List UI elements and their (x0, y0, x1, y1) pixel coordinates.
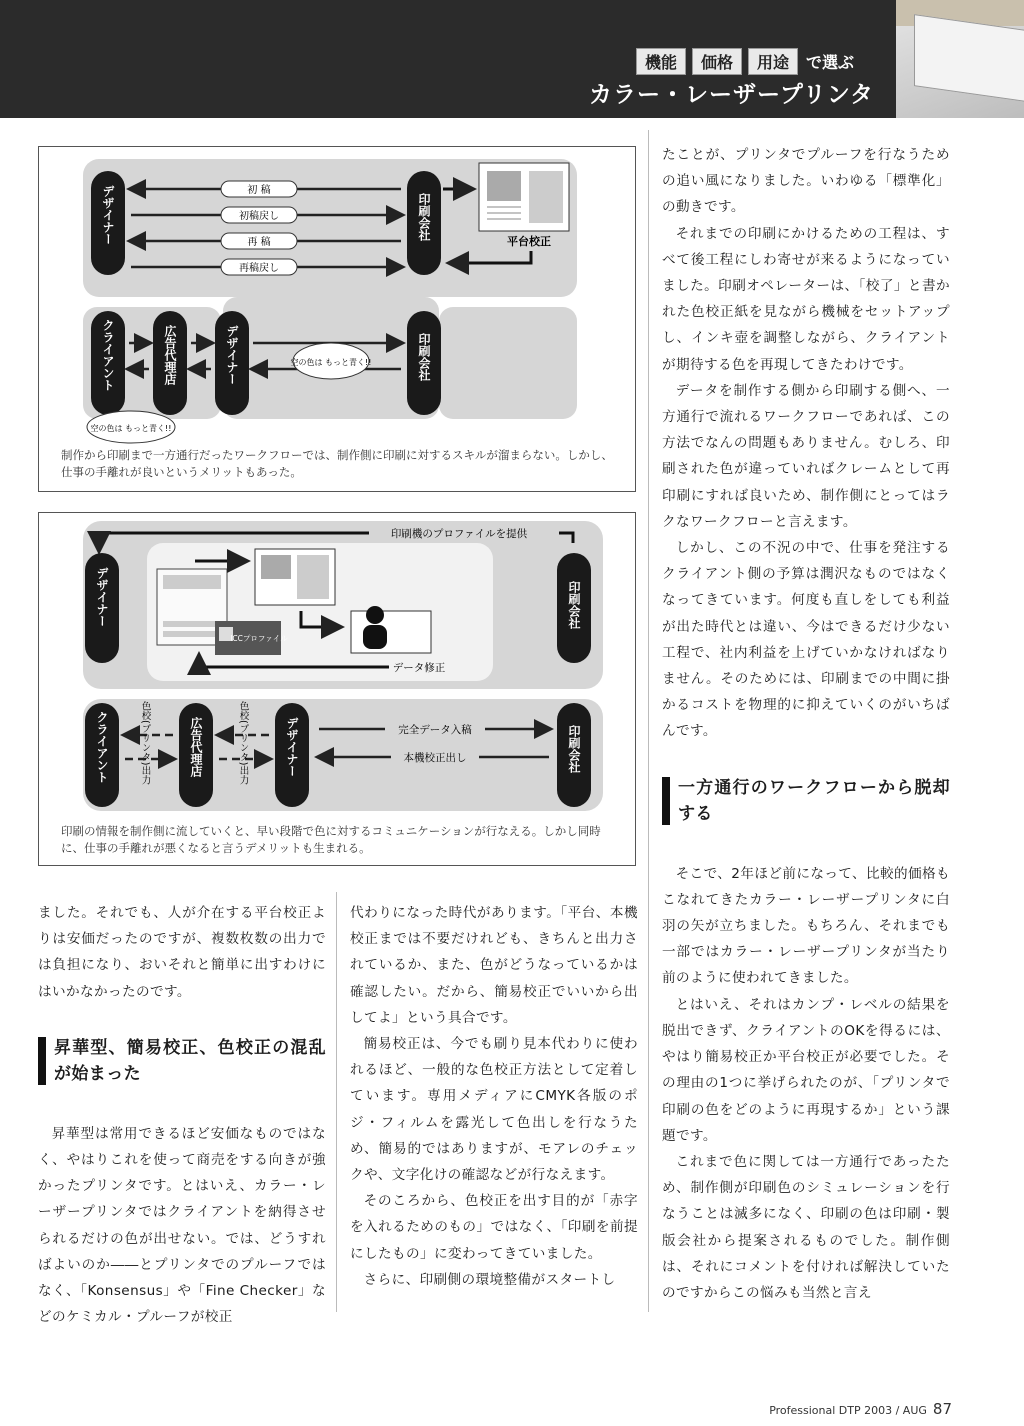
proof-out-right: 色校(プリンタ)出力 (237, 701, 249, 785)
designer-label: デザイナー (101, 185, 115, 245)
bubble-designer-text: 空の色は もっと青く!! (290, 358, 372, 367)
body-column-left (38, 900, 326, 1330)
paragraph: 昇華型は常用できるほど安価なものではなく、やはりこれを使って商売をする向きが強かったプリンタです。とはいえ、カラー・レーザープリンタではクライアントを納得させられるだけの色が出せない。では、どうすればよいのか――とプリンタでのプルーフではなく、「Konsensus」や「Fine Checker」などのケミカル・プルーフが校正 (38, 1125, 326, 1326)
printer2-label: 印刷会社 (417, 333, 431, 381)
column-divider-right (648, 130, 649, 1312)
agency-label: 広告代理店 (163, 325, 177, 385)
page-header (0, 0, 1024, 118)
diagram-1-caption: 制作から印刷まで一方通行だったワークフローでは、制作側に印刷に対するスキルが溜まらない。しかし、仕事の手離れが良いというメリットもあった。 (61, 448, 613, 479)
tag-function: 機能 (636, 48, 686, 75)
label-first-return: 初稿戻し (239, 211, 279, 222)
body-column-right (662, 142, 950, 1306)
paragraph: しかし、この不況の中で、仕事を発注するクライアント側の予算は潤沢なものではなくなってきています。何度も直しをしても利益が出た時代とは違い、今はできるだけ少ない工程で、社内利益を上げていかなければなりません。そのためには、印刷までの中間に掛かるコストを物理的に抑えていくのがいちばんです。 (662, 540, 950, 740)
paragraph: データを制作する側から印刷する側へ、一方通行で流れるワークフローであれば、この方法でなんの問題もありません。むしろ、印刷された色が違っていればクレームとして再印刷にすれば良いため、制作側にとってはラクなワークフローと言えます。 (662, 382, 950, 530)
tag-price: 価格 (692, 48, 742, 75)
complete-data-label: 完全データ入稿 (398, 724, 472, 736)
paragraph: そこで、2年ほど前になって、比較的価格もこなれてきたカラー・レーザープリンタに白羽の矢が立ちました。もちろん、それまでも一部ではカラー・レーザープリンタが当たり前のように使われてきました。 (662, 865, 950, 987)
diagram-1-svg (39, 147, 635, 447)
header-tags (636, 48, 854, 75)
paragraph: そのころから、色校正を出す目的が「赤字を入れるためのもの」ではなく、「印刷を前提にしたもの」に変わってきていました。 (350, 1193, 638, 1262)
paragraph: たことが、プリンタでプルーフを行なうための追い風になりました。いわゆる「標準化」の動きです。 (662, 147, 950, 216)
profile-label: 印刷機のプロファイルを提供 (390, 528, 528, 540)
body-column-middle (350, 900, 638, 1293)
lower-panel-bg (83, 699, 603, 811)
page-number: 87 (932, 1400, 952, 1418)
printer-label: 印刷会社 (567, 581, 581, 629)
column-divider-left (336, 892, 337, 1312)
label-second-return: 再稿戻し (239, 263, 279, 274)
paragraph: とはいえ、それはカンプ・レベルの結果を脱出できず、クライアントのOKを得るには、やはり簡易校正か平台校正が必要でした。その理由の1つに挙げられたのが、「プリンタで印刷の色をどのように再現するか」という課題です。 (662, 996, 950, 1144)
paragraph: さらに、印刷側の環境整備がスタートし (363, 1271, 616, 1288)
tag-usage: 用途 (748, 48, 798, 75)
press-proof-label: 本機校正出し (403, 752, 467, 764)
printer-photo (896, 0, 1024, 118)
paragraph: ました。それでも、人が介在する平台校正よりは安価だったのですが、複数枚数の出力では負担になり、おいそれと簡単に出すわけにはいかなかったのです。 (38, 905, 326, 1000)
bubble-client-text: 空の色は もっと青く!! (90, 424, 172, 433)
proof-out-left: 色校(プリンタ)出力 (139, 701, 151, 785)
section-heading: 昇華型、簡易校正、色校正の混乱が始まった (38, 1035, 326, 1087)
designer2-label: デザイナー (225, 325, 239, 385)
proof-label: 平台校正 (507, 235, 551, 248)
designer2-label: デザイナー (285, 717, 299, 777)
diagram-2-svg (39, 513, 635, 819)
diagram-2-caption: 印刷の情報を制作側に流していくと、早い段階で色に対するコミュニケーションが行なえる。しかし同時に、仕事の手離れが悪くなると言うデメリットも生まれる。 (61, 824, 601, 855)
paragraph: 簡易校正は、今でも刷り見本代わりに使われるほど、一般的な色校正方法として定着しています。専用メディアにCMYK各版のポジ・フィルムを露光して色出しを行なうため、簡易的ではありますが、モアレのチェックや、文字化けの確認などが行なえます。 (350, 1036, 638, 1184)
workflow-diagram-1 (38, 146, 636, 492)
operator-icon (366, 606, 384, 624)
client-label: クライアント (101, 319, 115, 391)
workflow-diagram-2 (38, 512, 636, 866)
paragraph: それまでの印刷にかけるための工程は、すべて後工程にしわ寄せが来るようになっていました。印刷オペレーターは、「校了」と書かれた色校正紙を見ながら機械をセットアップし、インキ壺を調整しながら、クライアントが期待する色を再現してきたわけです。 (662, 225, 950, 373)
agency-label: 広告代理店 (189, 717, 203, 777)
printer-label: 印刷会社 (417, 193, 431, 241)
section-heading: 一方通行のワークフローから脱却する (662, 775, 950, 827)
section-title: カラー・レーザープリンタ (588, 82, 874, 108)
magazine-name: Professional DTP 2003 / AUG (769, 1404, 927, 1417)
client-label: クライアント (95, 711, 109, 783)
icc-label: ICCプロファイル (230, 634, 288, 643)
paragraph: 代わりになった時代があります。「平台、本機校正までは不要だけれども、きちんと出力されているか、また、色がどうなっているかは確認したい。だから、簡易校正でいいから出してよ」という具合です。 (350, 905, 638, 1026)
label-second-draft: 再 稿 (247, 237, 271, 248)
monitor (351, 611, 431, 653)
designer-label: デザイナー (95, 567, 109, 627)
page-footer (769, 1400, 952, 1418)
printer2-label: 印刷会社 (567, 725, 581, 773)
label-first-draft: 初 稿 (247, 185, 271, 196)
paragraph: これまで色に関しては一方通行であったため、制作側が印刷色のシミュレーションを行なうことは滅多になく、印刷の色は印刷・製版会社から提案されるものでした。制作側は、それにコメントを付ければ解決していたのですからこの悩みも当然と言え (662, 1153, 950, 1301)
printer-panel-bg (439, 307, 577, 419)
tag-suffix: で選ぶ (805, 53, 854, 72)
data-fix-label: データ修正 (392, 662, 446, 674)
